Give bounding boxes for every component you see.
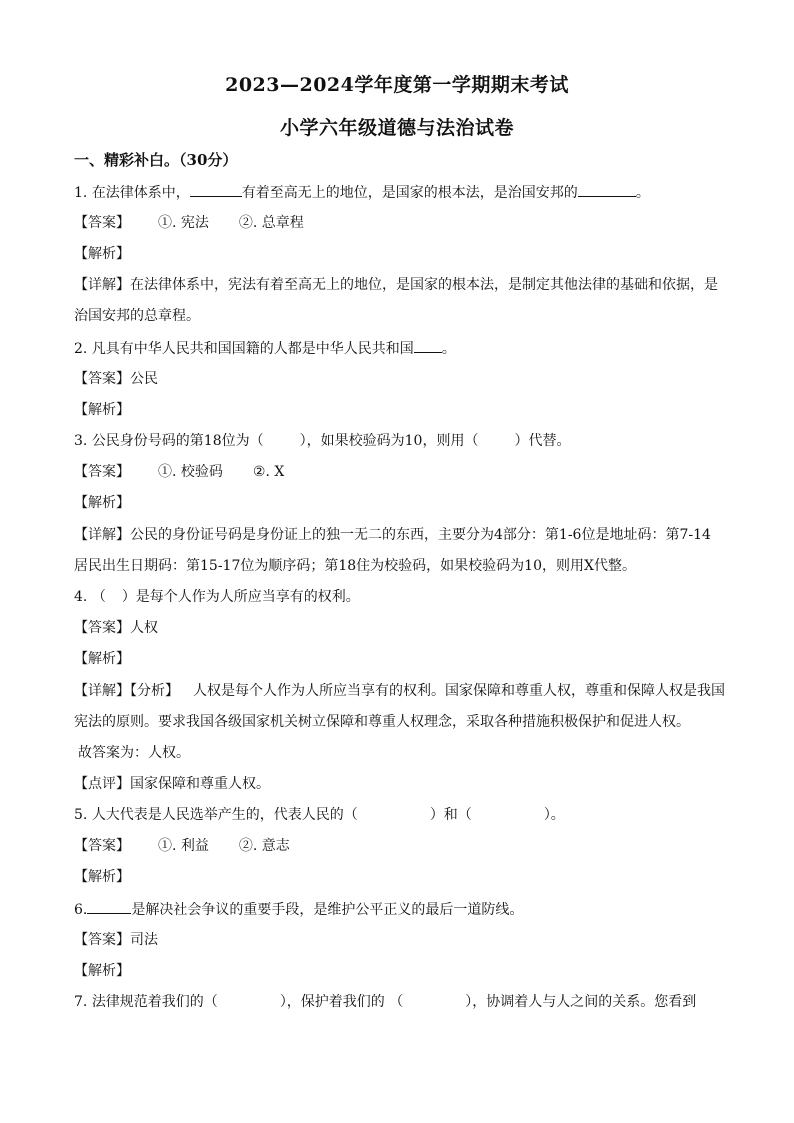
analysis-tag: 【解析】 (74, 246, 130, 262)
question-text: ），如果校验码为10，则用（ (299, 433, 479, 449)
question-number: 5. (74, 807, 88, 823)
answer-tag: 【答案】 (74, 838, 130, 854)
answer-line (74, 213, 734, 233)
question-number: 3. (74, 433, 88, 449)
question-text: ）代替。 (514, 433, 571, 449)
answer-line (74, 462, 734, 482)
answer-tag: 【答案】 (74, 932, 130, 948)
question-7 (74, 992, 734, 1012)
answer-blank (190, 182, 242, 197)
question-text: 是解决社会争议的重要手段，是维护公平正义的最后一道防线。 (131, 902, 524, 918)
detail-text: 宪法的原则。要求我国各级国家机关树立保障和尊重人权理念，采取各种措施积极保护和促进人权。 (74, 714, 690, 730)
answer-value: ①. 宪法 (158, 215, 209, 231)
question-2 (74, 338, 734, 359)
detail-text: 治国安邦的总章程。 (74, 308, 200, 324)
question-text: 。 (441, 341, 456, 357)
answer-blank (87, 899, 131, 914)
detail-tag: 【详解】 (74, 277, 130, 293)
section-heading: 一、精彩补白。（30分） (74, 151, 238, 169)
analysis-tag: 【解析】 (74, 495, 130, 511)
answer-value: 人权 (130, 620, 158, 636)
answer-line (74, 618, 734, 638)
detail-text: 在法律体系中，宪法有着至高无上的地位，是国家的根本法，是制定其他法律的基础和依据，是 (130, 277, 718, 293)
analysis-tag: 【解析】 (74, 402, 130, 418)
detail-line (74, 681, 734, 701)
detail-tag: 【详解】 (74, 527, 130, 543)
comment-tag: 【点评】 (74, 776, 130, 792)
question-4 (74, 587, 734, 607)
answer-blank (414, 338, 442, 353)
detail-line (74, 525, 734, 545)
answer-tag: 【答案】 (74, 464, 130, 480)
question-text: ），保护着我们的 （ (279, 994, 404, 1010)
analysis-tag: 【解析】 (74, 651, 130, 667)
question-text: 有着至高无上的地位，是国家的根本法，是治国安邦的 (241, 185, 578, 201)
question-text: 公民身份号码的第18位为（ (91, 433, 264, 449)
detail-text: 公民的身份证号码是身份证上的独一无二的东西，主要分为4部分：第1-6位是地址码：第7-14 (130, 527, 711, 543)
question-5 (74, 805, 734, 825)
detail-text: 人权是每个人作为人所应当享有的权利。国家保障和尊重人权，尊重和保障人权是我国 (193, 683, 725, 699)
answer-line (74, 369, 734, 389)
answer-line (74, 930, 734, 950)
question-text: 法律规范着我们的（ (91, 994, 218, 1010)
analysis-tag: 【解析】 (74, 869, 130, 885)
answer-value: 公民 (130, 371, 158, 387)
question-text: 。 (635, 185, 650, 201)
comment-text: 国家保障和尊重人权。 (130, 776, 270, 792)
detail-line (74, 275, 734, 295)
exam-title: 2023—2024学年度第一学期期末考试 (225, 74, 569, 96)
answer-value: ①. 校验码 (158, 464, 223, 480)
answer-line (74, 836, 734, 856)
answer-value: 司法 (130, 932, 158, 948)
question-6 (74, 899, 734, 920)
question-number: 2. (74, 341, 88, 357)
answer-tag: 【答案】 (74, 371, 130, 387)
question-number: 6. (74, 902, 88, 918)
answer-value: ②. 总章程 (238, 215, 304, 231)
answer-tag: 【答案】 (74, 620, 130, 636)
question-text: 凡具有中华人民共和国国籍的人都是中华人民共和国 (91, 341, 414, 357)
question-text: ），协调着人与人之间的关系。您看到 (465, 994, 697, 1010)
question-text: 在法律体系中， (91, 185, 190, 201)
answer-tag: 【答案】 (74, 215, 130, 231)
question-number: 1. (74, 185, 88, 201)
question-1 (74, 182, 734, 203)
answer-value: ②. 意志 (238, 838, 290, 854)
comment-line (74, 774, 734, 794)
question-text: （ (91, 589, 106, 605)
detail-tag: 【详解】【分析】 (74, 683, 179, 699)
question-text: ）是每个人作为人所应当享有的权利。 (121, 589, 360, 605)
question-text: 人大代表是人民选举产生的，代表人民的（ (91, 807, 358, 823)
answer-blank (578, 182, 636, 197)
question-number: 7. (74, 994, 88, 1010)
exam-subtitle: 小学六年级道德与法治试卷 (279, 117, 514, 139)
conclusion-text: 故答案为：人权。 (78, 745, 190, 761)
question-text: ）。 (543, 807, 565, 823)
analysis-tag: 【解析】 (74, 963, 130, 979)
question-3 (74, 431, 734, 451)
answer-value: ②. X (252, 464, 285, 480)
answer-value: ①. 利益 (158, 838, 209, 854)
question-text: ）和（ (429, 807, 472, 823)
question-number: 4. (74, 589, 88, 605)
detail-text: 居民出生日期码：第15-17位为顺序码；第18住为校验码，如果校验码为10，则用X代整。 (74, 558, 636, 574)
